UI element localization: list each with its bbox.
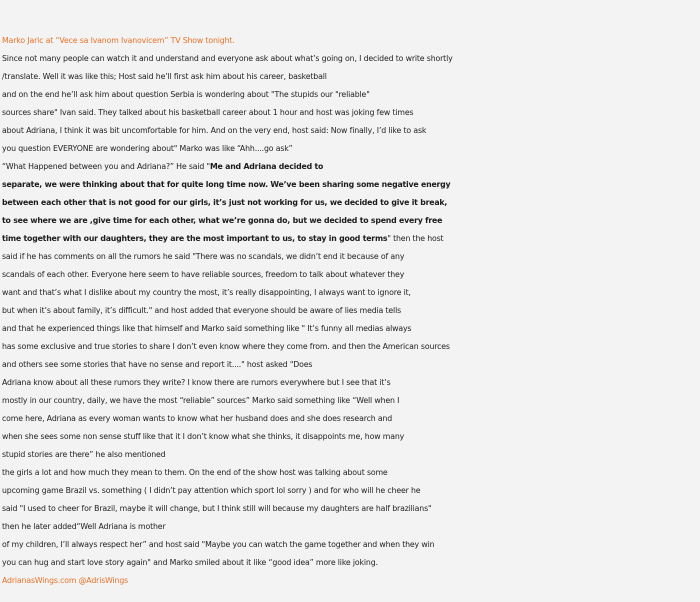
- quote-bold-start: Me and Adriana decided to: [209, 162, 324, 171]
- text-line-24: the girls a lot and how much they mean to them. On the end of the show host was talking about some: [2, 468, 388, 477]
- text-line-21: come here, Adriana as every woman wants to know what her husband does and she does research and: [2, 414, 393, 423]
- text-line-11-plain: " then the host: [387, 234, 444, 243]
- text-line-19: Adriana know about all these rumors they write? I know there are rumors everywhere but I see that it’s: [2, 378, 391, 387]
- text-line-22: when she sees some non sense stuff like that it I don’t know what she thinks, it disappoints me, how many: [2, 432, 405, 441]
- text-line-15: but when it’s about family, it’s difficult." and host added that everyone should be aware of lies media tells: [2, 306, 401, 315]
- text-line-7: [0, 158, 700, 176]
- text-line-4: sources share" Ivan said. They talked about his basketball career about 1 hour and host was joking few times: [2, 108, 414, 117]
- text-line-8: [0, 176, 700, 194]
- text-line-12: said if he has comments on all the rumors he said "There was no scandals, we didn’t end it because of any: [2, 252, 405, 261]
- text-line-10: [0, 212, 700, 230]
- text-line-23: stupid stories are there” he also mentioned: [2, 450, 166, 459]
- article-heading: Marko Jaric at “Vece sa Ivanom Ivanovicem” TV Show tonight.: [2, 36, 235, 45]
- text-line-27: then he later added“Well Adriana is mother: [2, 522, 166, 531]
- text-line-16: and that he experienced things like that himself and Marko said something like " It’s funny all medias always: [2, 324, 412, 333]
- text-line-14: want and that’s what I dislike about my country the most, it’s really disappointing, I always want to ignore it,: [2, 288, 411, 297]
- text-line-18: and others see some stories that have no sense and report it...." host asked "Does: [2, 360, 313, 369]
- text-line-26: said "I used to cheer for Brazil, maybe it will change, but I think still will because my daughters are half brazilians": [2, 504, 432, 513]
- quote-bold-line-4: to see where we are ,give time for each other, what we’re gonna do, but we decided to spend every free: [2, 216, 443, 225]
- text-line-11: [0, 230, 700, 248]
- text-line-6: you question EVERYONE are wondering about" Marko was like “Ahh....go ask”: [2, 144, 293, 153]
- text-line-13: scandals of each other. Everyone here seem to have reliable sources, freedom to talk about whatever they: [2, 270, 405, 279]
- text-line-1: Since not many people can watch it and understand and everyone ask about what’s going on, I decided to write shortly: [2, 54, 453, 63]
- quote-bold-line-5: time together with our daughters, they are the most important to us, to stay in good terms: [2, 234, 388, 243]
- text-line-5: about Adriana, I think it was bit uncomfortable for him. And on the very end, host said: Now finally, I’d like to ask: [2, 126, 427, 135]
- text-line-28: of my children, I’ll always respect her” and host said "Maybe you can watch the game together and when they win: [2, 540, 435, 549]
- quote-bold-line-3: between each other that is not good for our girls, it’s just not working for us, we decided to give it break,: [2, 198, 448, 207]
- text-line-29: you can hug and start love story again" and Marko smiled about it like “good idea” more like joking.: [2, 558, 378, 567]
- text-line-7-plain: “What Happened between you and Adriana?” He said ": [2, 162, 210, 171]
- text-line-20: mostly in our country, daily, we have the most “reliable” sources” Marko said something like “Well when I: [2, 396, 400, 405]
- text-line-25: upcoming game Brazil vs. something ( I didn’t pay attention which sport lol sorry ) and for who will he cheer he: [2, 486, 421, 495]
- quote-bold-line-2: separate, we were thinking about that for quite long time now. We’ve been sharing some negative energy: [2, 180, 451, 189]
- text-line-3: and on the end he’ll ask him about question Serbia is wondering about "The stupids our "reliable": [2, 90, 370, 99]
- text-line-2: /translate. Well it was like this; Host said he’ll first ask him about his career, basketball: [2, 72, 327, 81]
- text-line-17: has some exclusive and true stories to share I don’t even know where they come from. and then the American sources: [2, 342, 450, 351]
- footer-credit: AdrianasWings.com @AdrisWings: [2, 576, 129, 585]
- text-line-9: [0, 194, 700, 212]
